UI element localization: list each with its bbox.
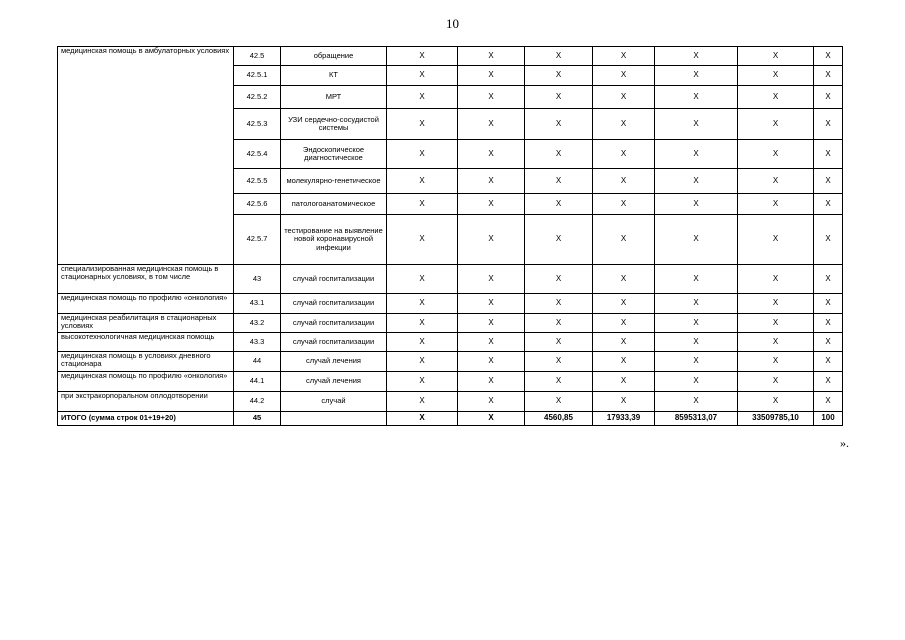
row-value: X [814, 314, 843, 333]
total-code: 45 [234, 412, 281, 426]
row-code: 43.3 [234, 333, 281, 352]
row-value: X [525, 169, 593, 194]
row-code: 42.5 [234, 47, 281, 66]
table-row [58, 314, 843, 333]
row-value: X [655, 294, 738, 314]
row-value: X [593, 140, 655, 169]
row-value: X [525, 372, 593, 392]
row-value: X [814, 194, 843, 215]
row-value: X [738, 194, 814, 215]
row-value: X [814, 86, 843, 109]
row-value: X [387, 109, 458, 140]
row-value: X [655, 194, 738, 215]
table-row [58, 392, 843, 412]
row-name: при экстракорпоральном оплодотворении [58, 392, 234, 412]
row-value: X [525, 352, 593, 372]
row-value: X [738, 215, 814, 265]
row-code: 44.2 [234, 392, 281, 412]
row-value: X [738, 140, 814, 169]
row-unit: КТ [281, 66, 387, 86]
row-code: 42.5.3 [234, 109, 281, 140]
row-value: X [593, 109, 655, 140]
total-label: ИТОГО (сумма строк 01+19+20) [58, 412, 234, 426]
row-value: X [814, 215, 843, 265]
row-value: X [814, 294, 843, 314]
row-value: X [593, 86, 655, 109]
row-value: X [738, 333, 814, 352]
row-value: X [387, 47, 458, 66]
row-value: X [738, 352, 814, 372]
row-value: X [814, 169, 843, 194]
row-unit: случай лечения [281, 372, 387, 392]
row-value: X [387, 314, 458, 333]
row-value: X [738, 66, 814, 86]
row-unit: МРТ [281, 86, 387, 109]
row-value: X [655, 392, 738, 412]
total-unit [281, 412, 387, 426]
row-name: медицинская реабилитация в стационарных условиях [58, 314, 234, 333]
row-value: X [458, 194, 525, 215]
row-value: X [458, 86, 525, 109]
row-value: X [525, 86, 593, 109]
total-value: X [458, 412, 525, 426]
row-value: X [655, 109, 738, 140]
row-value: X [655, 333, 738, 352]
row-value: X [458, 215, 525, 265]
row-value: X [387, 333, 458, 352]
row-code: 42.5.4 [234, 140, 281, 169]
row-value: X [387, 294, 458, 314]
row-value: X [525, 392, 593, 412]
row-value: X [458, 372, 525, 392]
total-value: 8595313,07 [655, 412, 738, 426]
row-value: X [387, 372, 458, 392]
row-name: медицинская помощь по профилю «онкология» [58, 294, 234, 314]
row-value: X [387, 265, 458, 294]
row-value: X [738, 169, 814, 194]
row-value: X [814, 66, 843, 86]
row-code: 44.1 [234, 372, 281, 392]
table-row [58, 333, 843, 352]
total-value: 17933,39 [593, 412, 655, 426]
row-value: X [814, 140, 843, 169]
row-value: X [525, 109, 593, 140]
row-value: X [814, 47, 843, 66]
total-value: 33509785,10 [738, 412, 814, 426]
row-value: X [387, 194, 458, 215]
row-value: X [458, 169, 525, 194]
row-unit: случай лечения [281, 352, 387, 372]
row-value: X [458, 265, 525, 294]
row-value: X [593, 352, 655, 372]
row-value: X [458, 352, 525, 372]
row-value: X [387, 169, 458, 194]
row-value: X [655, 66, 738, 86]
row-value: X [387, 86, 458, 109]
row-value: X [387, 66, 458, 86]
row-value: X [738, 109, 814, 140]
row-name: высокотехнологичная медицинская помощь [58, 333, 234, 352]
row-value: X [593, 47, 655, 66]
row-value: X [525, 333, 593, 352]
row-value: X [655, 169, 738, 194]
row-code: 43 [234, 265, 281, 294]
row-value: X [458, 392, 525, 412]
financing-table [57, 46, 843, 426]
row-value: X [593, 215, 655, 265]
row-value: X [458, 314, 525, 333]
row-unit: молекулярно-генетическое [281, 169, 387, 194]
row-value: X [525, 194, 593, 215]
row-value: X [738, 314, 814, 333]
row-name: специализированная медицинская помощь в стационарных условиях, в том числе [58, 265, 234, 294]
table-row [58, 265, 843, 294]
row-code: 42.5.6 [234, 194, 281, 215]
row-value: X [655, 86, 738, 109]
row-value: X [593, 372, 655, 392]
row-value: X [525, 215, 593, 265]
row-value: X [593, 265, 655, 294]
row-unit: УЗИ сердечно-сосудистой системы [281, 109, 387, 140]
row-unit: Эндоскопическое диагностическое [281, 140, 387, 169]
closing-quote-mark: ». [840, 436, 849, 450]
row-unit: случай госпитализации [281, 294, 387, 314]
row-code: 42.5.1 [234, 66, 281, 86]
row-value: X [525, 294, 593, 314]
row-value: X [593, 66, 655, 86]
page-number: 10 [446, 16, 459, 31]
total-value: 100 [814, 412, 843, 426]
row-value: X [593, 194, 655, 215]
row-value: X [655, 314, 738, 333]
row-code: 43.1 [234, 294, 281, 314]
row-value: X [655, 47, 738, 66]
row-value: X [458, 109, 525, 140]
row-unit: случай госпитализации [281, 265, 387, 294]
row-unit: обращение [281, 47, 387, 66]
row-value: X [387, 392, 458, 412]
row-name: медицинская помощь в амбулаторных условиях [58, 47, 234, 265]
row-value: X [593, 333, 655, 352]
row-value: X [458, 333, 525, 352]
row-value: X [525, 66, 593, 86]
row-value: X [525, 314, 593, 333]
row-code: 44 [234, 352, 281, 372]
row-value: X [458, 66, 525, 86]
row-value: X [655, 265, 738, 294]
row-value: X [525, 140, 593, 169]
row-value: X [593, 294, 655, 314]
row-value: X [738, 265, 814, 294]
row-value: X [738, 294, 814, 314]
row-value: X [655, 140, 738, 169]
row-value: X [814, 372, 843, 392]
total-row [58, 412, 843, 426]
row-value: X [525, 265, 593, 294]
row-value: X [655, 215, 738, 265]
row-value: X [387, 140, 458, 169]
row-code: 42.5.5 [234, 169, 281, 194]
row-value: X [738, 372, 814, 392]
row-code: 42.5.7 [234, 215, 281, 265]
table-row [58, 47, 843, 66]
row-name: медицинская помощь по профилю «онкология» [58, 372, 234, 392]
table-row [58, 294, 843, 314]
row-value: X [814, 265, 843, 294]
row-value: X [814, 109, 843, 140]
row-unit: тестирование на выявление новой коронавирусной инфекции [281, 215, 387, 265]
row-value: X [593, 314, 655, 333]
row-value: X [525, 47, 593, 66]
row-value: X [655, 352, 738, 372]
row-value: X [458, 294, 525, 314]
row-code: 43.2 [234, 314, 281, 333]
row-value: X [387, 352, 458, 372]
row-value: X [738, 392, 814, 412]
row-value: X [655, 372, 738, 392]
row-value: X [387, 215, 458, 265]
table-row [58, 352, 843, 372]
row-unit: случай госпитализации [281, 333, 387, 352]
row-unit: патологоанатомическое [281, 194, 387, 215]
row-value: X [814, 333, 843, 352]
total-value: 4560,85 [525, 412, 593, 426]
row-unit: случай госпитализации [281, 314, 387, 333]
row-value: X [593, 392, 655, 412]
row-value: X [738, 86, 814, 109]
row-code: 42.5.2 [234, 86, 281, 109]
row-value: X [814, 352, 843, 372]
row-value: X [593, 169, 655, 194]
total-value: X [387, 412, 458, 426]
row-value: X [458, 47, 525, 66]
row-unit: случай [281, 392, 387, 412]
row-name: медицинская помощь в условиях дневного стационара [58, 352, 234, 372]
row-value: X [738, 47, 814, 66]
table-row [58, 372, 843, 392]
row-value: X [814, 392, 843, 412]
row-value: X [458, 140, 525, 169]
